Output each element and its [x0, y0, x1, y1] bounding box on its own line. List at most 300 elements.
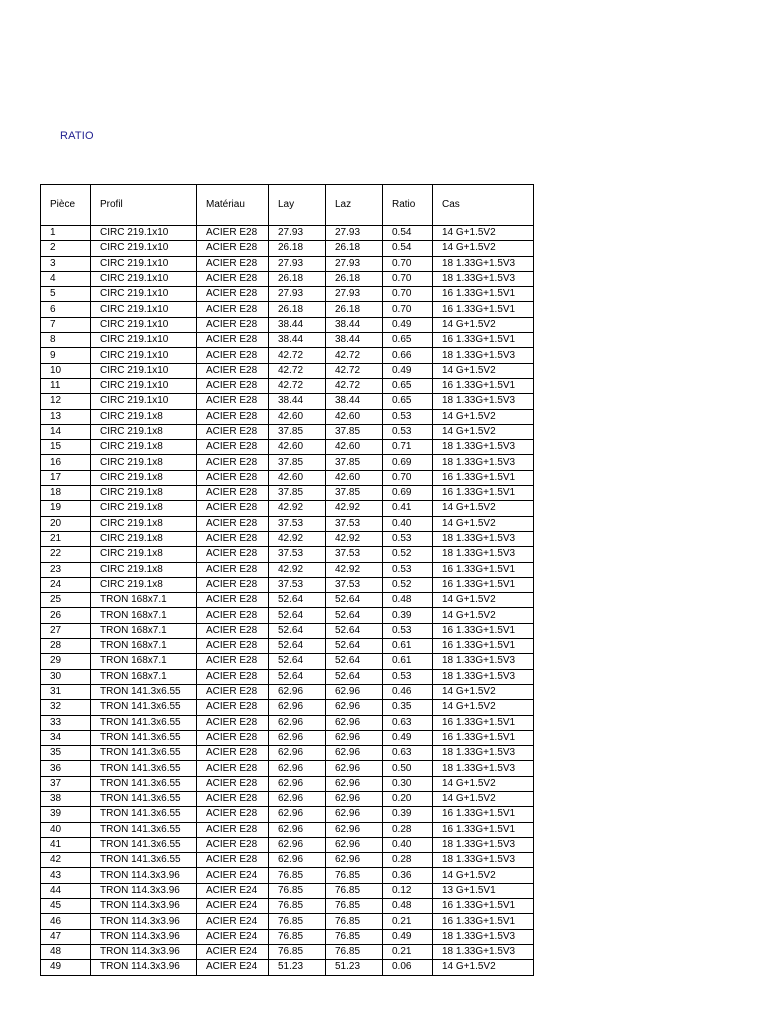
cell-lay: 52.64: [269, 669, 326, 684]
table-row: [41, 791, 534, 806]
cell-laz: 62.96: [326, 807, 383, 822]
cell-profil: CIRC 219.1x10: [91, 378, 197, 393]
cell-ratio: 0.40: [383, 837, 433, 852]
cell-ratio: 0.65: [383, 333, 433, 348]
cell-profil: TRON 168x7.1: [91, 639, 197, 654]
cell-materiau: ACIER E28: [197, 791, 269, 806]
cell-lay: 42.92: [269, 501, 326, 516]
cell-profil: CIRC 219.1x8: [91, 470, 197, 485]
cell-ratio: 0.54: [383, 241, 433, 256]
cell-laz: 42.60: [326, 409, 383, 424]
cell-materiau: ACIER E24: [197, 883, 269, 898]
cell-laz: 76.85: [326, 944, 383, 959]
cell-materiau: ACIER E28: [197, 501, 269, 516]
cell-ratio: 0.21: [383, 944, 433, 959]
cell-profil: TRON 141.3x6.55: [91, 807, 197, 822]
cell-cas: 16 1.33G+1.5V1: [433, 822, 534, 837]
cell-cas: 18 1.33G+1.5V3: [433, 944, 534, 959]
table-row: [41, 409, 534, 424]
cell-cas: 16 1.33G+1.5V1: [433, 333, 534, 348]
cell-lay: 76.85: [269, 883, 326, 898]
cell-materiau: ACIER E24: [197, 929, 269, 944]
cell-profil: TRON 114.3x3.96: [91, 899, 197, 914]
cell-piece: 11: [41, 378, 91, 393]
cell-cas: 13 G+1.5V1: [433, 883, 534, 898]
cell-ratio: 0.41: [383, 501, 433, 516]
cell-lay: 27.93: [269, 226, 326, 241]
cell-laz: 76.85: [326, 929, 383, 944]
cell-laz: 52.64: [326, 669, 383, 684]
cell-lay: 37.85: [269, 424, 326, 439]
cell-piece: 28: [41, 639, 91, 654]
cell-piece: 9: [41, 348, 91, 363]
cell-cas: 18 1.33G+1.5V3: [433, 669, 534, 684]
cell-laz: 76.85: [326, 883, 383, 898]
cell-laz: 42.60: [326, 470, 383, 485]
cell-cas: 14 G+1.5V2: [433, 317, 534, 332]
cell-lay: 42.92: [269, 531, 326, 546]
table-row: [41, 348, 534, 363]
cell-lay: 26.18: [269, 271, 326, 286]
cell-lay: 76.85: [269, 899, 326, 914]
header-row: [41, 185, 534, 226]
cell-lay: 42.60: [269, 470, 326, 485]
cell-piece: 29: [41, 654, 91, 669]
table-row: [41, 746, 534, 761]
cell-laz: 38.44: [326, 317, 383, 332]
cell-cas: 14 G+1.5V2: [433, 700, 534, 715]
cell-lay: 42.72: [269, 378, 326, 393]
table-row: [41, 287, 534, 302]
cell-materiau: ACIER E28: [197, 241, 269, 256]
cell-ratio: 0.65: [383, 378, 433, 393]
cell-laz: 52.64: [326, 623, 383, 638]
cell-materiau: ACIER E24: [197, 914, 269, 929]
table-row: [41, 914, 534, 929]
cell-piece: 41: [41, 837, 91, 852]
cell-ratio: 0.49: [383, 317, 433, 332]
table-row: [41, 929, 534, 944]
table-row: [41, 853, 534, 868]
cell-profil: CIRC 219.1x8: [91, 424, 197, 439]
cell-piece: 43: [41, 868, 91, 883]
cell-profil: TRON 114.3x3.96: [91, 914, 197, 929]
cell-piece: 4: [41, 271, 91, 286]
cell-cas: 18 1.33G+1.5V3: [433, 455, 534, 470]
cell-piece: 18: [41, 486, 91, 501]
cell-lay: 38.44: [269, 394, 326, 409]
cell-cas: 14 G+1.5V2: [433, 960, 534, 975]
cell-lay: 37.53: [269, 577, 326, 592]
cell-profil: CIRC 219.1x8: [91, 562, 197, 577]
cell-laz: 26.18: [326, 241, 383, 256]
table-row: [41, 700, 534, 715]
cell-cas: 14 G+1.5V2: [433, 424, 534, 439]
cell-laz: 27.93: [326, 226, 383, 241]
cell-profil: CIRC 219.1x8: [91, 531, 197, 546]
cell-piece: 38: [41, 791, 91, 806]
cell-lay: 76.85: [269, 914, 326, 929]
cell-lay: 62.96: [269, 853, 326, 868]
cell-piece: 34: [41, 730, 91, 745]
cell-profil: CIRC 219.1x10: [91, 317, 197, 332]
cell-ratio: 0.21: [383, 914, 433, 929]
cell-cas: 18 1.33G+1.5V3: [433, 271, 534, 286]
cell-lay: 42.72: [269, 363, 326, 378]
cell-laz: 62.96: [326, 715, 383, 730]
cell-cas: 16 1.33G+1.5V1: [433, 287, 534, 302]
cell-ratio: 0.54: [383, 226, 433, 241]
cell-laz: 26.18: [326, 271, 383, 286]
cell-laz: 42.72: [326, 378, 383, 393]
cell-materiau: ACIER E28: [197, 853, 269, 868]
cell-piece: 35: [41, 746, 91, 761]
cell-laz: 76.85: [326, 914, 383, 929]
cell-ratio: 0.53: [383, 531, 433, 546]
cell-cas: 16 1.33G+1.5V1: [433, 562, 534, 577]
cell-profil: TRON 141.3x6.55: [91, 761, 197, 776]
cell-ratio: 0.65: [383, 394, 433, 409]
cell-piece: 45: [41, 899, 91, 914]
cell-profil: TRON 141.3x6.55: [91, 715, 197, 730]
cell-piece: 49: [41, 960, 91, 975]
cell-cas: 16 1.33G+1.5V1: [433, 899, 534, 914]
cell-cas: 14 G+1.5V2: [433, 593, 534, 608]
cell-piece: 5: [41, 287, 91, 302]
table-row: [41, 944, 534, 959]
table-row: [41, 960, 534, 975]
cell-lay: 52.64: [269, 608, 326, 623]
table-row: [41, 333, 534, 348]
table-row: [41, 776, 534, 791]
cell-lay: 37.85: [269, 455, 326, 470]
cell-piece: 19: [41, 501, 91, 516]
cell-lay: 62.96: [269, 761, 326, 776]
cell-profil: CIRC 219.1x8: [91, 501, 197, 516]
cell-profil: TRON 141.3x6.55: [91, 776, 197, 791]
cell-profil: CIRC 219.1x10: [91, 348, 197, 363]
cell-piece: 30: [41, 669, 91, 684]
cell-piece: 21: [41, 531, 91, 546]
cell-ratio: 0.36: [383, 868, 433, 883]
cell-laz: 27.93: [326, 287, 383, 302]
cell-profil: TRON 141.3x6.55: [91, 822, 197, 837]
cell-materiau: ACIER E28: [197, 730, 269, 745]
cell-lay: 62.96: [269, 684, 326, 699]
table-row: [41, 562, 534, 577]
cell-laz: 37.85: [326, 424, 383, 439]
cell-lay: 42.60: [269, 409, 326, 424]
column-header-profil: Profil: [91, 185, 197, 226]
cell-lay: 76.85: [269, 929, 326, 944]
table-row: [41, 669, 534, 684]
cell-ratio: 0.48: [383, 593, 433, 608]
cell-materiau: ACIER E24: [197, 944, 269, 959]
cell-cas: 14 G+1.5V2: [433, 226, 534, 241]
cell-materiau: ACIER E28: [197, 455, 269, 470]
cell-materiau: ACIER E24: [197, 960, 269, 975]
cell-laz: 62.96: [326, 853, 383, 868]
cell-cas: 14 G+1.5V2: [433, 409, 534, 424]
cell-ratio: 0.49: [383, 730, 433, 745]
cell-ratio: 0.53: [383, 409, 433, 424]
cell-cas: 18 1.33G+1.5V3: [433, 853, 534, 868]
cell-materiau: ACIER E28: [197, 684, 269, 699]
cell-piece: 42: [41, 853, 91, 868]
cell-ratio: 0.39: [383, 807, 433, 822]
table-row: [41, 883, 534, 898]
cell-cas: 14 G+1.5V2: [433, 684, 534, 699]
cell-materiau: ACIER E28: [197, 608, 269, 623]
column-header-materiau: Matériau: [197, 185, 269, 226]
cell-ratio: 0.66: [383, 348, 433, 363]
cell-lay: 76.85: [269, 944, 326, 959]
cell-cas: 18 1.33G+1.5V3: [433, 746, 534, 761]
cell-laz: 62.96: [326, 700, 383, 715]
cell-profil: CIRC 219.1x10: [91, 256, 197, 271]
cell-cas: 16 1.33G+1.5V1: [433, 623, 534, 638]
table-row: [41, 501, 534, 516]
table-row: [41, 715, 534, 730]
cell-lay: 27.93: [269, 287, 326, 302]
cell-materiau: ACIER E28: [197, 256, 269, 271]
cell-ratio: 0.12: [383, 883, 433, 898]
cell-materiau: ACIER E28: [197, 348, 269, 363]
cell-profil: CIRC 219.1x8: [91, 547, 197, 562]
cell-cas: 16 1.33G+1.5V1: [433, 639, 534, 654]
cell-piece: 8: [41, 333, 91, 348]
cell-lay: 52.64: [269, 593, 326, 608]
cell-laz: 42.60: [326, 440, 383, 455]
cell-profil: CIRC 219.1x8: [91, 455, 197, 470]
cell-laz: 62.96: [326, 730, 383, 745]
cell-profil: CIRC 219.1x8: [91, 486, 197, 501]
cell-profil: TRON 114.3x3.96: [91, 883, 197, 898]
cell-piece: 6: [41, 302, 91, 317]
cell-ratio: 0.53: [383, 424, 433, 439]
cell-ratio: 0.06: [383, 960, 433, 975]
column-header-laz: Laz: [326, 185, 383, 226]
cell-ratio: 0.30: [383, 776, 433, 791]
cell-ratio: 0.50: [383, 761, 433, 776]
cell-ratio: 0.71: [383, 440, 433, 455]
cell-materiau: ACIER E28: [197, 302, 269, 317]
cell-cas: 14 G+1.5V2: [433, 363, 534, 378]
cell-laz: 42.92: [326, 562, 383, 577]
cell-piece: 16: [41, 455, 91, 470]
table-row: [41, 807, 534, 822]
cell-profil: TRON 141.3x6.55: [91, 684, 197, 699]
cell-piece: 48: [41, 944, 91, 959]
cell-profil: CIRC 219.1x10: [91, 302, 197, 317]
cell-cas: 18 1.33G+1.5V3: [433, 256, 534, 271]
cell-piece: 31: [41, 684, 91, 699]
cell-materiau: ACIER E28: [197, 271, 269, 286]
cell-ratio: 0.48: [383, 899, 433, 914]
cell-ratio: 0.40: [383, 516, 433, 531]
cell-materiau: ACIER E24: [197, 899, 269, 914]
cell-lay: 76.85: [269, 868, 326, 883]
cell-cas: 16 1.33G+1.5V1: [433, 577, 534, 592]
cell-materiau: ACIER E28: [197, 639, 269, 654]
cell-laz: 37.85: [326, 455, 383, 470]
cell-profil: CIRC 219.1x10: [91, 394, 197, 409]
cell-piece: 20: [41, 516, 91, 531]
cell-lay: 27.93: [269, 256, 326, 271]
cell-laz: 62.96: [326, 776, 383, 791]
cell-laz: 52.64: [326, 654, 383, 669]
cell-piece: 33: [41, 715, 91, 730]
cell-cas: 18 1.33G+1.5V3: [433, 394, 534, 409]
cell-cas: 18 1.33G+1.5V3: [433, 654, 534, 669]
cell-lay: 62.96: [269, 776, 326, 791]
cell-materiau: ACIER E28: [197, 807, 269, 822]
cell-piece: 46: [41, 914, 91, 929]
cell-profil: TRON 168x7.1: [91, 654, 197, 669]
table-row: [41, 684, 534, 699]
cell-ratio: 0.70: [383, 287, 433, 302]
cell-materiau: ACIER E28: [197, 669, 269, 684]
table-row: [41, 302, 534, 317]
cell-profil: TRON 141.3x6.55: [91, 730, 197, 745]
cell-profil: TRON 141.3x6.55: [91, 853, 197, 868]
cell-ratio: 0.69: [383, 486, 433, 501]
cell-materiau: ACIER E28: [197, 486, 269, 501]
cell-ratio: 0.28: [383, 822, 433, 837]
cell-piece: 40: [41, 822, 91, 837]
cell-materiau: ACIER E28: [197, 424, 269, 439]
cell-lay: 62.96: [269, 807, 326, 822]
cell-materiau: ACIER E28: [197, 470, 269, 485]
cell-piece: 3: [41, 256, 91, 271]
cell-ratio: 0.63: [383, 746, 433, 761]
cell-ratio: 0.70: [383, 271, 433, 286]
cell-profil: TRON 141.3x6.55: [91, 791, 197, 806]
cell-cas: 16 1.33G+1.5V1: [433, 378, 534, 393]
cell-laz: 62.96: [326, 746, 383, 761]
cell-materiau: ACIER E28: [197, 363, 269, 378]
cell-piece: 24: [41, 577, 91, 592]
table-row: [41, 486, 534, 501]
cell-cas: 14 G+1.5V2: [433, 516, 534, 531]
column-header-ratio: Ratio: [383, 185, 433, 226]
cell-piece: 14: [41, 424, 91, 439]
cell-lay: 37.53: [269, 547, 326, 562]
cell-materiau: ACIER E28: [197, 593, 269, 608]
cell-lay: 62.96: [269, 791, 326, 806]
cell-ratio: 0.63: [383, 715, 433, 730]
cell-ratio: 0.53: [383, 669, 433, 684]
table-row: [41, 868, 534, 883]
column-header-lay: Lay: [269, 185, 326, 226]
cell-ratio: 0.49: [383, 929, 433, 944]
table-row: [41, 623, 534, 638]
cell-lay: 62.96: [269, 822, 326, 837]
cell-ratio: 0.28: [383, 853, 433, 868]
cell-piece: 13: [41, 409, 91, 424]
ratio-table: [40, 184, 534, 976]
cell-materiau: ACIER E28: [197, 287, 269, 302]
table-row: [41, 317, 534, 332]
cell-ratio: 0.61: [383, 654, 433, 669]
cell-profil: CIRC 219.1x8: [91, 577, 197, 592]
cell-piece: 23: [41, 562, 91, 577]
cell-profil: TRON 114.3x3.96: [91, 944, 197, 959]
table-row: [41, 470, 534, 485]
cell-ratio: 0.52: [383, 547, 433, 562]
cell-cas: 18 1.33G+1.5V3: [433, 929, 534, 944]
cell-piece: 32: [41, 700, 91, 715]
table-row: [41, 547, 534, 562]
cell-laz: 37.53: [326, 516, 383, 531]
table-row: [41, 531, 534, 546]
cell-materiau: ACIER E28: [197, 378, 269, 393]
cell-profil: TRON 141.3x6.55: [91, 746, 197, 761]
cell-materiau: ACIER E28: [197, 700, 269, 715]
table-body: [41, 226, 534, 976]
cell-cas: 14 G+1.5V2: [433, 501, 534, 516]
cell-profil: CIRC 219.1x10: [91, 271, 197, 286]
cell-piece: 26: [41, 608, 91, 623]
cell-piece: 27: [41, 623, 91, 638]
cell-cas: 14 G+1.5V2: [433, 868, 534, 883]
cell-laz: 27.93: [326, 256, 383, 271]
cell-profil: CIRC 219.1x8: [91, 440, 197, 455]
cell-cas: 14 G+1.5V2: [433, 776, 534, 791]
cell-materiau: ACIER E28: [197, 531, 269, 546]
table-row: [41, 593, 534, 608]
cell-ratio: 0.53: [383, 623, 433, 638]
table-row: [41, 424, 534, 439]
cell-profil: CIRC 219.1x8: [91, 516, 197, 531]
cell-laz: 51.23: [326, 960, 383, 975]
cell-lay: 52.64: [269, 639, 326, 654]
cell-ratio: 0.39: [383, 608, 433, 623]
cell-laz: 37.53: [326, 577, 383, 592]
cell-piece: 37: [41, 776, 91, 791]
cell-ratio: 0.52: [383, 577, 433, 592]
cell-laz: 62.96: [326, 791, 383, 806]
cell-materiau: ACIER E28: [197, 822, 269, 837]
table-row: [41, 837, 534, 852]
cell-materiau: ACIER E28: [197, 837, 269, 852]
cell-lay: 42.72: [269, 348, 326, 363]
cell-materiau: ACIER E28: [197, 577, 269, 592]
cell-cas: 18 1.33G+1.5V3: [433, 531, 534, 546]
cell-cas: 16 1.33G+1.5V1: [433, 302, 534, 317]
cell-cas: 18 1.33G+1.5V3: [433, 440, 534, 455]
cell-ratio: 0.35: [383, 700, 433, 715]
cell-lay: 42.92: [269, 562, 326, 577]
table-row: [41, 516, 534, 531]
cell-cas: 14 G+1.5V2: [433, 241, 534, 256]
cell-profil: TRON 114.3x3.96: [91, 929, 197, 944]
cell-ratio: 0.53: [383, 562, 433, 577]
cell-materiau: ACIER E28: [197, 440, 269, 455]
table-row: [41, 363, 534, 378]
cell-ratio: 0.70: [383, 256, 433, 271]
cell-cas: 16 1.33G+1.5V1: [433, 730, 534, 745]
cell-laz: 52.64: [326, 608, 383, 623]
cell-lay: 62.96: [269, 700, 326, 715]
cell-profil: TRON 168x7.1: [91, 669, 197, 684]
cell-cas: 18 1.33G+1.5V3: [433, 761, 534, 776]
cell-lay: 26.18: [269, 241, 326, 256]
table-row: [41, 577, 534, 592]
cell-piece: 39: [41, 807, 91, 822]
cell-piece: 44: [41, 883, 91, 898]
cell-lay: 42.60: [269, 440, 326, 455]
